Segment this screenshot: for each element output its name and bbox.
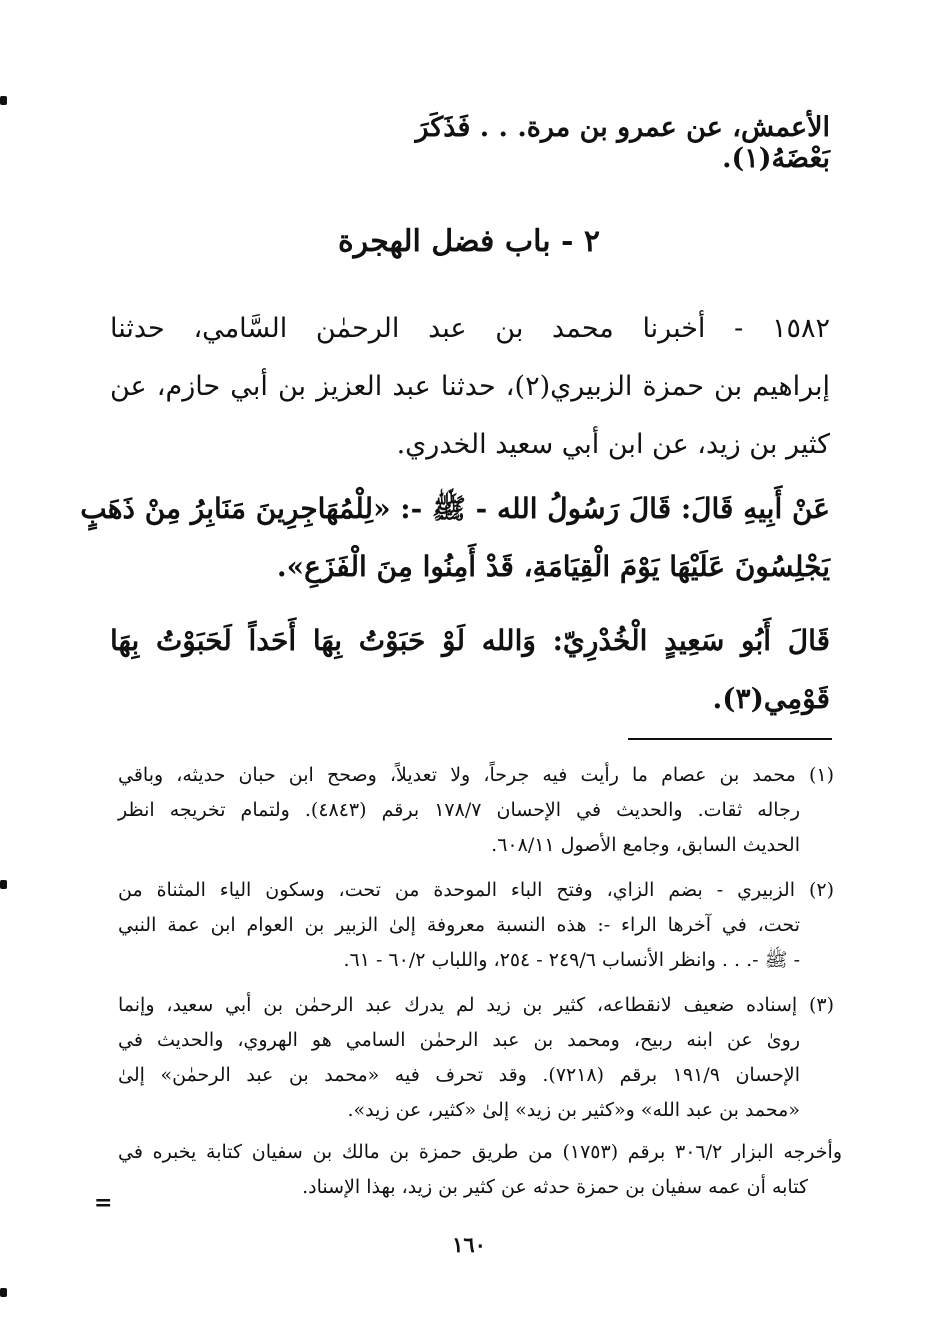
footnote-3: [118, 988, 834, 1128]
footnote-line: (٢) الزبيري - بضم الزاي، وفتح الباء الموحدة من تحت، وسكون الياء المثناة من: [118, 879, 834, 901]
footnote-line: (٣) إسناده ضعيف لانقطاعه، كثير بن زيد لم يدرك عبد الرحمٰن بن أبي سعيد، وإنما: [118, 994, 834, 1016]
scan-edge-mark: [0, 1288, 7, 1297]
statement-line: قَوْمِي(٣).: [712, 682, 830, 715]
footnote-line: (١) محمد بن عصام ما رأيت فيه جرحاً، ولا تعديلاً، وصحح ابن حبان حديثه، وباقي: [118, 764, 834, 786]
isnad-paragraph: [110, 300, 830, 474]
isnad-line: كثير بن زيد، عن ابن أبي سعيد الخدري.: [396, 429, 830, 460]
footnote-line: تحت، في آخرها الراء -: هذه النسبة معروفة إلىٰ الزبير بن العوام ابن عمة النبي: [118, 914, 800, 936]
chapter-heading: ٢ - باب فضل الهجرة: [337, 224, 601, 259]
footnote-line: رجاله ثقات. والحديث في الإحسان ١٧٨/٧ برقم (٤٨٤٣). ولتمام تخريجه انظر: [118, 799, 800, 821]
footnote-line: وأخرجه البزار ٣٠٦/٢ برقم (١٧٥٣) من طريق حمزة بن مالك بن سفيان كتابة يخبره في: [118, 1141, 842, 1163]
footnote-1: [118, 758, 834, 863]
hadith-line: يَجْلِسُونَ عَلَيْهَا يَوْمَ الْقِيَامَةِ، قَدْ أَمِنُوا مِنَ الْفَزَعِ».: [276, 550, 830, 583]
hadith-text: [80, 480, 830, 596]
scan-edge-mark: [0, 880, 7, 889]
footnote-3-continued: [118, 1135, 842, 1205]
footnote-line: «محمد بن عبد الله» و«كثير بن زيد» إلىٰ «كثير، عن زيد».: [347, 1099, 800, 1121]
footnote-line: الحديث السابق، وجامع الأصول ٦٠٨/١١.: [491, 834, 800, 856]
footnote-line: - ﷺ -. . . وانظر الأنساب ٢٤٩/٦ - ٢٥٤، واللباب ٦٠/٢ - ٦١.: [343, 949, 800, 971]
footnote-line: كتابه أن عمه سفيان بن حمزة حدثه عن كثير بن زيد، بهذا الإسناد.: [302, 1176, 808, 1198]
companion-statement: [110, 612, 830, 728]
page-number: ١٦٠: [452, 1232, 486, 1257]
hadith-line: عَنْ أَبِيهِ قَالَ: قَالَ رَسُولُ الله - ﷺ -: «لِلْمُهَاجِرِينَ مَنَابِرُ مِنْ ذَهَبٍ: [80, 492, 830, 525]
footnote-separator: [628, 738, 832, 740]
footnote-line: روىٰ عن ابنه ربيح، ومحمد بن عبد الرحمٰن السامي هو الهروي، والحديث في: [118, 1029, 800, 1051]
footnote-line: الإحسان ١٩١/٩ برقم (٧٢١٨). وقد تحرف فيه «محمد بن عبد الرحمٰن» إلىٰ: [118, 1064, 800, 1086]
footnote-2: [118, 873, 834, 978]
scan-edge-mark: [0, 96, 7, 105]
isnad-line: إبراهيم بن حمزة الزبيري(٢)، حدثنا عبد العزيز بن أبي حازم، عن: [110, 371, 831, 402]
statement-line: قَالَ أَبُو سَعِيدٍ الْخُدْرِيّ: وَالله لَوْ حَبَوْتُ بِهَا أَحَداً لَحَبَوْتُ بِهَا: [110, 624, 831, 657]
continuation-line: الأعمش، عن عمرو بن مرة. . . فَذَكَرَ بَعْضَهُ(١).: [415, 112, 830, 174]
continuation-marker: =: [94, 1190, 113, 1216]
isnad-line: ١٥٨٢ - أخبرنا محمد بن عبد الرحمٰن السَّامي، حدثنا: [110, 313, 830, 344]
